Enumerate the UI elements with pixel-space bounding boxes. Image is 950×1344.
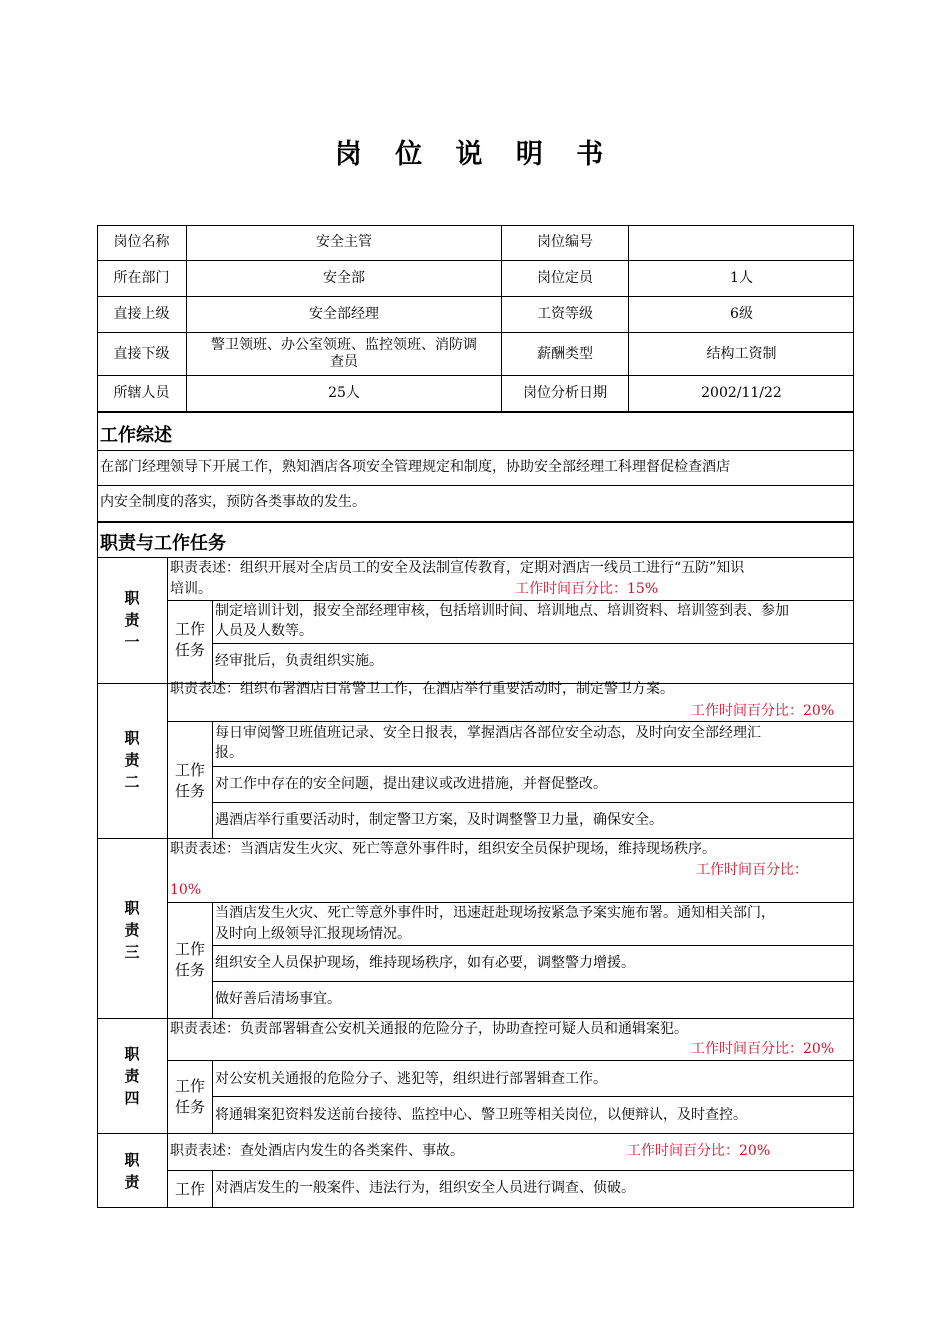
task-label-line: 任务 (174, 782, 205, 800)
divider (212, 902, 213, 1018)
duty-1-task-2: 经审批后，负责组织实施。 (215, 653, 383, 669)
value-supervisor: 安全部经理 (187, 297, 502, 333)
task-label-line: 任务 (174, 641, 205, 659)
divider (212, 945, 854, 946)
divider (212, 721, 213, 838)
divider (212, 600, 213, 683)
duty-2-description: 职责表述：组织布署酒店日常警卫工作，在酒店举行重要活动时，制定警卫方案。 (170, 681, 674, 697)
duty-5-task-1: 对酒店发生的一般案件、违法行为，组织安全人员进行调查、侦破。 (215, 1180, 635, 1196)
value-subordinates (187, 333, 502, 376)
duty-label-char: 责 (124, 1067, 140, 1085)
duty-1-time-percent: 工作时间百分比：15% (515, 581, 659, 597)
job-description-sheet (97, 225, 854, 1208)
value-headcount: 1人 (629, 261, 854, 297)
task-label-line: 工作 (174, 761, 205, 779)
value-subordinates-line1: 警卫领班、办公室领班、监控领班、消防调 (211, 337, 477, 353)
duty-label-char: 责 (124, 1173, 140, 1191)
duty-5-label (115, 1149, 149, 1193)
duty-label-char: 职 (124, 589, 140, 607)
divider (167, 600, 854, 601)
value-subordinates-line2: 查员 (330, 354, 358, 370)
duty-3-task-2: 组织安全人员保护现场，维持现场秩序，如有必要，调整警力增援。 (215, 955, 635, 971)
duty-5-time-percent: 工作时间百分比：20% (627, 1143, 771, 1159)
duties-heading: 职责与工作任务 (100, 533, 226, 554)
divider (167, 721, 854, 722)
divider (212, 802, 854, 803)
duty-5-task-label (169, 1179, 211, 1200)
divider (167, 1060, 854, 1061)
duty-3-time-percent-value: 10% (170, 882, 202, 898)
label-pay-type: 薪酬类型 (502, 333, 629, 376)
summary-heading: 工作综述 (100, 425, 172, 446)
duty-3-task-1-cont: 及时向上级领导汇报现场情况。 (215, 926, 411, 942)
duty-1-task-1: 制定培训计划，报安全部经理审核，包括培训时间、培训地点、培训资料、培训签到表、参加 (215, 603, 789, 619)
label-analysis-date: 岗位分析日期 (502, 376, 629, 412)
duty-5-description: 职责表述：查处酒店内发生的各类案件、事故。 (170, 1143, 464, 1159)
task-label-line: 工作 (174, 620, 205, 638)
divider (212, 1170, 213, 1208)
duty-4-description: 职责表述：负责部署辑查公安机关通报的危险分子，协助查控可疑人员和通辑案犯。 (170, 1021, 688, 1037)
divider (97, 557, 854, 558)
duty-label-char: 二 (124, 773, 140, 791)
task-label-line: 任务 (174, 1098, 205, 1116)
value-position-code (629, 225, 854, 261)
divider (97, 411, 854, 413)
duty-2-task-label (169, 760, 211, 802)
duty-2-task-1: 每日审阅警卫班值班记录、安全日报表，掌握酒店各部位安全动态，及时向安全部经理汇 (215, 725, 761, 741)
value-department: 安全部 (187, 261, 502, 297)
duty-2-task-2: 对工作中存在的安全问题，提出建议或改进措施，并督促整改。 (215, 776, 607, 792)
task-label-line: 任务 (174, 961, 205, 979)
duty-4-task-1: 对公安机关通报的危险分子、逃犯等，组织进行部署辑查工作。 (215, 1071, 607, 1087)
duty-label-char: 职 (124, 899, 140, 917)
task-label-line: 工作 (174, 940, 205, 958)
duty-2-time-percent: 工作时间百分比：20% (691, 703, 835, 719)
divider (167, 557, 168, 1208)
task-label-line: 工作 (174, 1180, 205, 1198)
duty-4-time-percent: 工作时间百分比：20% (691, 1041, 835, 1057)
duty-1-task-label (169, 619, 211, 661)
duty-4-task-label (169, 1076, 211, 1118)
summary-line-1: 在部门经理领导下开展工作，熟知酒店各项安全管理规定和制度，协助安全部经理工科理督促检查酒店 (100, 459, 730, 475)
label-position-name: 岗位名称 (97, 225, 187, 261)
divider (97, 485, 854, 486)
divider (97, 1133, 854, 1134)
duty-3-task-label (169, 939, 211, 981)
label-subordinates: 直接下级 (97, 333, 187, 376)
divider (97, 450, 854, 451)
divider (167, 1170, 854, 1171)
duty-1-task-1-cont: 人员及人数等。 (215, 623, 313, 639)
duty-4-task-2: 将通辑案犯资料发送前台接待、监控中心、警卫班等相关岗位，以便辩认，及时查控。 (215, 1107, 747, 1123)
duty-3-description: 职责表述：当酒店发生火灾、死亡等意外事件时，组织安全员保护现场，维持现场秩序。 (170, 841, 716, 857)
divider (212, 1096, 854, 1097)
duty-label-char: 责 (124, 921, 140, 939)
duty-label-char: 责 (124, 751, 140, 769)
duty-2-task-3: 遇酒店举行重要活动时，制定警卫方案，及时调整警卫力量，确保安全。 (215, 812, 663, 828)
label-staff-count: 所辖人员 (97, 376, 187, 412)
duty-1-description: 职责表述：组织开展对全店员工的安全及法制宣传教育，定期对酒店一线员工进行“五防”知识 (170, 560, 745, 576)
divider (212, 981, 854, 982)
duty-label-char: 责 (124, 611, 140, 629)
duty-1-label (115, 587, 149, 653)
value-staff-count: 25人 (187, 376, 502, 412)
value-salary-grade: 6级 (629, 297, 854, 333)
value-analysis-date: 2002/11/22 (629, 376, 854, 412)
summary-line-2: 内安全制度的落实，预防各类事故的发生。 (100, 494, 366, 510)
label-salary-grade: 工资等级 (502, 297, 629, 333)
page-title: 岗 位 说 明 书 (334, 139, 616, 170)
value-position-name: 安全主管 (187, 225, 502, 261)
duty-3-label (115, 897, 149, 963)
duty-label-char: 一 (124, 633, 140, 651)
duty-label-char: 三 (124, 943, 140, 961)
duty-3-time-percent: 工作时间百分比： (696, 862, 808, 878)
divider (97, 1018, 854, 1019)
value-pay-type: 结构工资制 (629, 333, 854, 376)
duty-4-label (115, 1043, 149, 1109)
duty-2-task-1-cont: 报。 (215, 745, 243, 761)
duty-3-task-3: 做好善后清场事宜。 (215, 991, 341, 1007)
duty-label-char: 四 (124, 1089, 140, 1107)
divider (212, 643, 854, 644)
divider (97, 838, 854, 839)
divider (212, 766, 854, 767)
duty-1-description-cont: 培训。 (170, 581, 212, 597)
divider (97, 521, 854, 523)
duty-label-char: 职 (124, 1151, 140, 1169)
duty-3-task-1: 当酒店发生火灾、死亡等意外事件时，迅速赶赴现场按紧急予案实施布署。通知相关部门， (215, 905, 775, 921)
task-label-line: 工作 (174, 1077, 205, 1095)
duty-2-label (115, 727, 149, 793)
divider (167, 902, 854, 903)
duty-label-char: 职 (124, 1045, 140, 1063)
duty-label-char: 职 (124, 729, 140, 747)
label-headcount: 岗位定员 (502, 261, 629, 297)
label-position-code: 岗位编号 (502, 225, 629, 261)
label-department: 所在部门 (97, 261, 187, 297)
label-supervisor: 直接上级 (97, 297, 187, 333)
